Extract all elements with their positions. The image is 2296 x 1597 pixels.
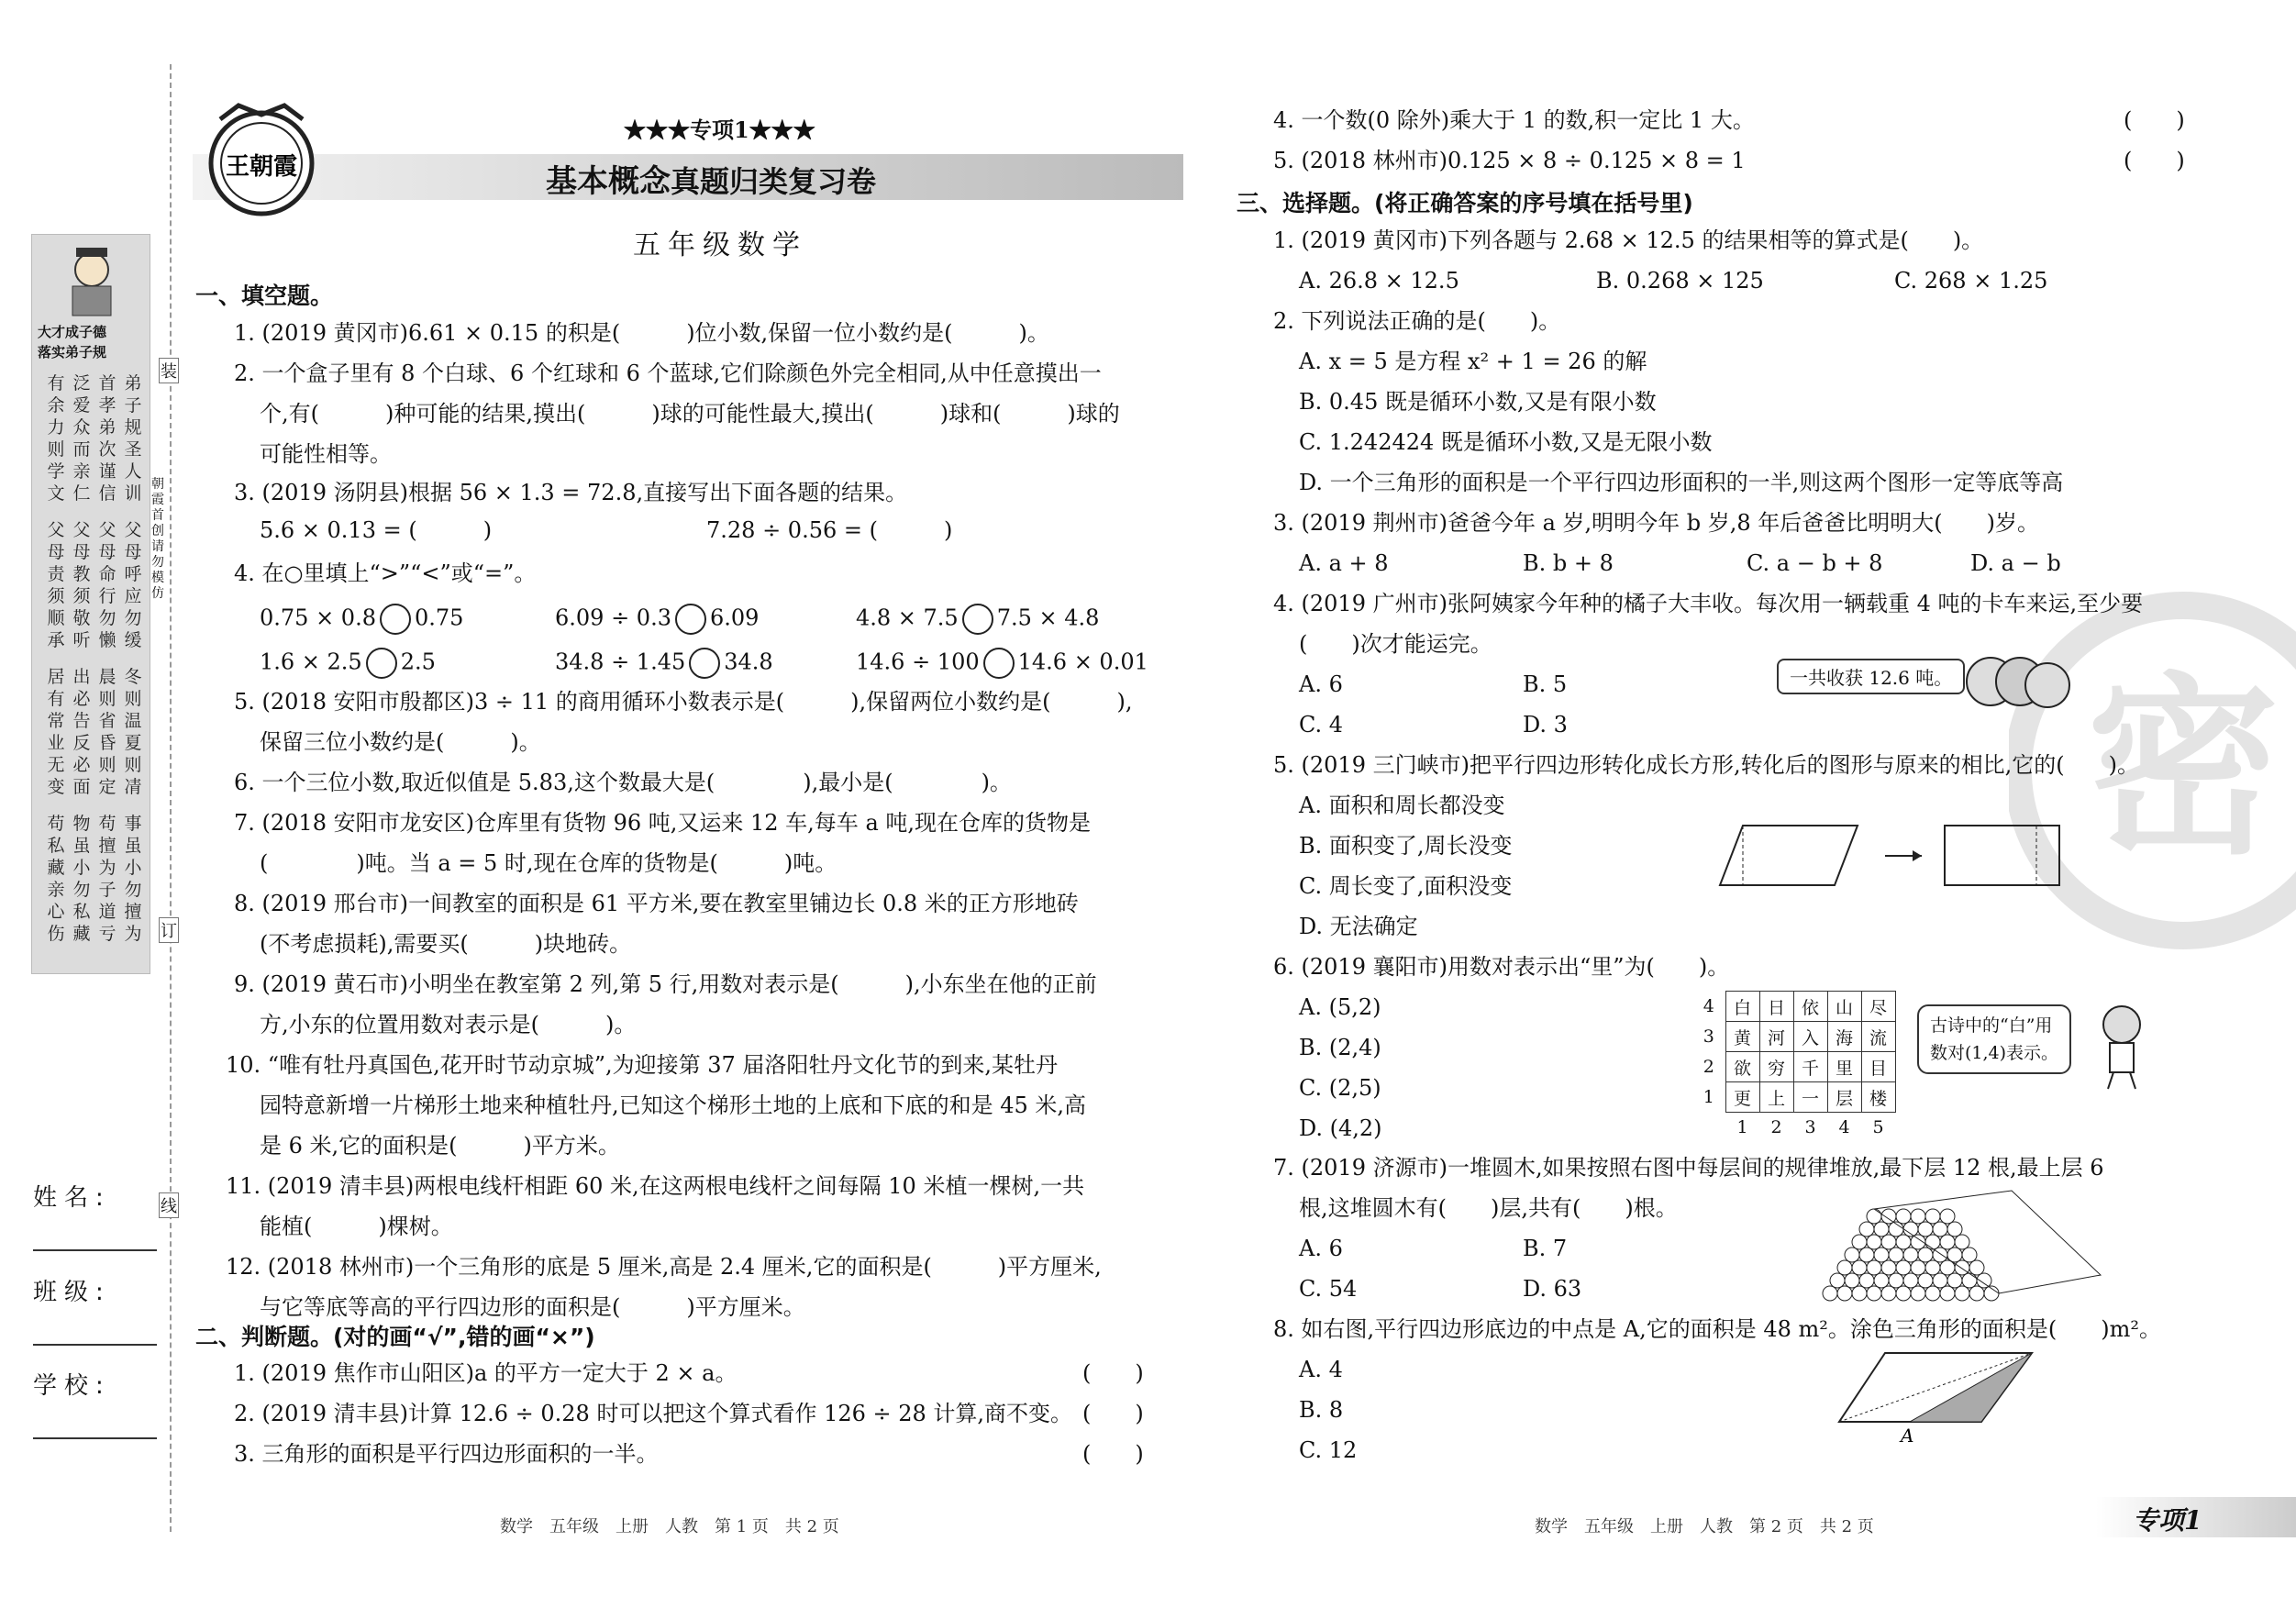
grid-row-number: 4	[1703, 996, 1714, 1016]
log-end	[1925, 1235, 1940, 1249]
midpoint-label: A	[1901, 1425, 1914, 1447]
judge-item: 1. (2019 焦作市山阳区)a 的平方一定大于 2 × a。	[234, 1360, 738, 1386]
binding-mark-xian: 线	[159, 1192, 179, 1218]
log-end	[1940, 1286, 1955, 1301]
choice-option: D. a − b	[1970, 550, 2061, 576]
shaded-parallelogram-figure	[1835, 1348, 2036, 1449]
grid-cell: 黄	[1725, 1022, 1759, 1052]
grid-col-number: 5	[1872, 1117, 1884, 1137]
choice-option: B. (2,4)	[1299, 1035, 1381, 1060]
choice-option: B. 0.268 × 125	[1596, 268, 1764, 294]
school-label: 学校:	[33, 1372, 111, 1400]
choice-option: A. 26.8 × 12.5	[1299, 268, 1459, 294]
orange-icon	[1963, 647, 2073, 711]
choice-option: C. 1.242424 既是循环小数,又是无限小数	[1299, 429, 1713, 455]
log-end	[1947, 1273, 1962, 1288]
parallelogram-to-rectangle-figure	[1715, 821, 2082, 894]
choice-question: 8. 如右图,平行四边形底边的中点是 A,它的面积是 48 m²。涂色三角形的面积是( )m²。	[1273, 1316, 2162, 1342]
log-end	[1955, 1286, 1969, 1301]
secret-stamp-icon	[2009, 587, 2296, 972]
choice-option: B. b + 8	[1523, 550, 1614, 576]
answer-circle[interactable]	[983, 648, 1015, 679]
grid-cell: 流	[1861, 1022, 1895, 1052]
verse-column: 有余力则学文	[47, 373, 65, 504]
judge-item: 4. 一个数(0 除外)乘大于 1 的数,积一定比 1 大。	[1273, 107, 1755, 133]
verse-column: 父母责须顺承	[47, 520, 65, 650]
answer-circle[interactable]	[962, 604, 993, 635]
compare-item	[555, 604, 759, 635]
log-end	[1933, 1273, 1947, 1288]
compare-left: 14.6 ÷ 100	[856, 649, 980, 675]
binding-mark-zhuang: 装	[159, 358, 179, 383]
motto-line1: 大才成子德	[38, 324, 107, 340]
grid-cell: 海	[1827, 1022, 1861, 1052]
judge-item: 5. (2018 林州市)0.125 × 8 ÷ 0.125 × 8 = 1	[1273, 148, 1746, 173]
log-end	[1925, 1286, 1940, 1301]
name-label: 姓名:	[33, 1184, 111, 1212]
brand-logo	[193, 101, 330, 220]
choice-option: A. x = 5 是方程 x² + 1 = 26 的解	[1299, 349, 1647, 374]
compare-right: 7.5 × 4.8	[996, 604, 1100, 631]
grid-col-number: 4	[1838, 1117, 1850, 1137]
choice-option: D. 一个三角形的面积是一个平行四边形面积的一半,则这两个图形一定等底等高	[1299, 470, 2064, 495]
choice-question: 2. 下列说法正确的是( )。	[1273, 308, 1561, 334]
grid-cell: 入	[1793, 1022, 1827, 1052]
question-line: 5. (2018 安阳市殷都区)3 ÷ 11 的商用循环小数表示是( ),保留两位小数约是( ),	[234, 689, 1133, 715]
verse-column: 出必告反必面	[72, 667, 91, 797]
log-end	[1852, 1260, 1867, 1275]
page-title	[546, 156, 876, 201]
log-end	[1918, 1248, 1933, 1262]
log-end	[1837, 1286, 1852, 1301]
choice-option: A. a + 8	[1299, 550, 1389, 576]
footer-left: 数学 五年级 上册 人教 第 1 页 共 2 页	[500, 1517, 839, 1536]
cartoon-character-icon	[2090, 1004, 2154, 1092]
question-line: 9. (2019 黄石市)小明坐在教室第 2 列,第 5 行,用数对表示是( ),小东坐在他的正前	[234, 971, 1097, 997]
choice-option: C. 268 × 1.25	[1894, 268, 2048, 294]
grid-row-number: 3	[1703, 1026, 1714, 1047]
grid-cell: 依	[1793, 992, 1827, 1022]
choice-option: B. 5	[1523, 671, 1568, 697]
verse-column: 事虽小勿擅为	[124, 814, 142, 944]
log-end	[1852, 1286, 1867, 1301]
log-end	[1874, 1222, 1889, 1237]
choice-question: ( )次才能运完。	[1299, 631, 1492, 657]
judge-answer-paren[interactable]: ( )	[1082, 1441, 1144, 1467]
log-end	[1969, 1260, 1984, 1275]
log-end	[1889, 1248, 1903, 1262]
name-line[interactable]	[33, 1249, 157, 1251]
choice-question: 7. (2019 济源市)一堆圆木,如果按照右图中每层间的规律堆放,最下层 12 根,最上层 6	[1273, 1155, 2104, 1181]
verse-column: 晨则省昏则定	[98, 667, 116, 797]
question-line: 是 6 米,它的面积是( )平方米。	[260, 1133, 620, 1159]
verse-column: 物虽小勿私藏	[72, 814, 91, 944]
choice-option: C. a − b + 8	[1747, 550, 1883, 576]
log-end	[1867, 1286, 1881, 1301]
special-badge: ★★★专项1★★★	[624, 116, 815, 143]
choice-option: A. 6	[1299, 671, 1343, 697]
poem-grid	[1692, 991, 1896, 1142]
question-line: 2. 一个盒子里有 8 个白球、6 个红球和 6 个蓝球,它们除颜色外完全相同,从中任意摸出一	[234, 360, 1102, 386]
log-end	[1925, 1209, 1940, 1224]
choice-question: 3. (2019 荆州市)爸爸今年 a 岁,明明今年 b 岁,8 年后爸爸比明明大( )岁。	[1273, 510, 2040, 536]
grid-cell: 楼	[1861, 1082, 1895, 1113]
log-end	[1845, 1273, 1859, 1288]
choice-option: A. (5,2)	[1299, 994, 1381, 1020]
log-end	[1955, 1235, 1969, 1249]
log-end	[1911, 1260, 1925, 1275]
log-end	[1925, 1260, 1940, 1275]
compare-left: 0.75 × 0.8	[260, 604, 376, 631]
grid-cell: 里	[1827, 1052, 1861, 1082]
grid-col-number: 1	[1736, 1117, 1748, 1137]
judge-answer-paren[interactable]: ( )	[1082, 1360, 1144, 1386]
log-end	[1889, 1273, 1903, 1288]
class-label: 班级:	[33, 1279, 111, 1306]
question-line: 12. (2018 林州市)一个三角形的底是 5 厘米,高是 2.4 厘米,它的面积是( )平方厘米,	[226, 1254, 1102, 1280]
compare-right: 0.75	[414, 604, 464, 631]
verse-column: 居有常业无变	[47, 667, 65, 797]
log-end	[1955, 1260, 1969, 1275]
log-end	[1859, 1248, 1874, 1262]
grid-cell: 白	[1725, 992, 1759, 1022]
log-end	[1903, 1273, 1918, 1288]
compare-left: 4.8 × 7.5	[856, 604, 959, 631]
log-end	[1962, 1273, 1977, 1288]
log-end	[1918, 1273, 1933, 1288]
log-end	[1867, 1260, 1881, 1275]
choice-question: 5. (2019 三门峡市)把平行四边形转化成长方形,转化后的图形与原来的相比,它的( )。	[1273, 752, 2139, 778]
grid-row-number: 2	[1703, 1057, 1714, 1077]
compare-item	[260, 648, 436, 679]
choice-question: 4. (2019 广州市)张阿姨家今年种的橘子大丰收。每次用一辆载重 4 吨的卡车来运,至少要	[1273, 591, 2144, 616]
log-end	[1881, 1260, 1896, 1275]
log-end	[1881, 1235, 1896, 1249]
log-end	[1823, 1286, 1837, 1301]
grid-cell: 层	[1827, 1082, 1861, 1113]
question-line: 10. “唯有牡丹真国色,花开时节动京城”,为迎接第 37 届洛阳牡丹文化节的到来,某牡丹	[226, 1052, 1059, 1078]
watermark-text: 密	[2086, 656, 2280, 881]
log-end	[1845, 1248, 1859, 1262]
question-line: 园特意新增一片梯形土地来种植牡丹,已知这个梯形土地的上底和下底的和是 45 米,高	[260, 1092, 1087, 1118]
choice-question: 根,这堆圆木有( )层,共有( )根。	[1299, 1195, 1678, 1221]
choice-option: C. 54	[1299, 1276, 1358, 1302]
verse-column: 父母命行勿懒	[98, 520, 116, 650]
question-line: 6. 一个三位小数,取近似值是 5.83,这个数最大是( ),最小是( )。	[234, 770, 1012, 795]
answer-circle[interactable]	[675, 604, 706, 635]
verse-column: 泛爱众而亲仁	[72, 373, 91, 504]
log-end	[1830, 1273, 1845, 1288]
question-line: 可能性相等。	[260, 441, 392, 467]
log-end	[1867, 1235, 1881, 1249]
class-line[interactable]	[33, 1344, 157, 1346]
verse-column: 首孝弟次谨信	[98, 373, 116, 504]
choice-option: A. 面积和周长都没变	[1299, 793, 1505, 818]
choice-option: C. 12	[1299, 1437, 1358, 1463]
log-end	[1874, 1273, 1889, 1288]
choice-option: B. 0.45 既是循环小数,又是有限小数	[1299, 389, 1657, 415]
log-end	[1947, 1222, 1962, 1237]
section1-heading: 一、填空题。	[195, 283, 334, 309]
grid-cell: 更	[1725, 1082, 1759, 1113]
choice-option: B. 7	[1523, 1236, 1568, 1261]
answer-circle[interactable]	[380, 604, 411, 635]
log-end	[1911, 1286, 1925, 1301]
q3-item-1: 5.6 × 0.13 = ( )	[260, 517, 493, 543]
question-line: ( )吨。当 a = 5 时,现在仓库的货物是( )吨。	[260, 850, 837, 876]
log-end	[1881, 1286, 1896, 1301]
choice-option: A. 4	[1299, 1357, 1343, 1382]
grid-cell: 穷	[1759, 1052, 1793, 1082]
corner-label: 专项1	[2133, 1505, 2202, 1536]
verse-column: 冬则温夏则凊	[124, 667, 142, 797]
verse-column: 苟私藏亲心伤	[47, 814, 65, 944]
question-line: 11. (2019 清丰县)两根电线杆相距 60 米,在这两根电线杆之间每隔 10 米植一棵树,一共	[226, 1173, 1085, 1199]
verse-column: 弟子规圣人训	[124, 373, 142, 504]
page-subtitle: 五年级数学	[633, 229, 807, 261]
answer-circle[interactable]	[689, 648, 720, 679]
binding-mark-ding: 订	[159, 917, 179, 943]
compare-item	[856, 604, 1099, 635]
judge-item: 3. 三角形的面积是平行四边形面积的一半。	[234, 1441, 659, 1467]
choice-option: D. 无法确定	[1299, 914, 1418, 939]
log-end	[1896, 1260, 1911, 1275]
question-line: 3. (2019 汤阴县)根据 56 × 1.3 = 72.8,直接写出下面各题的结果。	[234, 480, 908, 505]
grid-col-number: 2	[1770, 1117, 1782, 1137]
question-line: 保留三位小数约是( )。	[260, 729, 541, 755]
compare-right: 2.5	[400, 649, 436, 675]
compare-item	[856, 648, 1148, 679]
log-end	[1837, 1260, 1852, 1275]
choice-option: A. 6	[1299, 1236, 1343, 1261]
choice-question: 6. (2019 襄阳市)用数对表示出“里”为( )。	[1273, 954, 1730, 980]
section3-heading: 三、选择题。(将正确答案的序号填在括号里)	[1237, 190, 1693, 216]
log-end	[1896, 1209, 1911, 1224]
binding-line	[170, 64, 172, 1532]
compare-item	[260, 604, 463, 635]
section2-heading: 二、判断题。(对的画“√”,错的画“×”)	[195, 1324, 595, 1350]
compare-right: 6.09	[709, 604, 760, 631]
grid-cell: 河	[1759, 1022, 1793, 1052]
scholar-icon	[60, 244, 124, 317]
verse-column: 苟擅为子道亏	[98, 814, 116, 944]
binding-copyright: 朝霞首创 请勿模仿	[151, 477, 164, 601]
choice-option: D. (4,2)	[1299, 1115, 1382, 1141]
log-end	[1896, 1235, 1911, 1249]
grid-cell: 山	[1827, 992, 1861, 1022]
school-line[interactable]	[33, 1437, 157, 1439]
choice-option: B. 面积变了,周长没变	[1299, 833, 1513, 859]
compare-right: 34.8	[724, 649, 773, 675]
log-end	[1977, 1273, 1991, 1288]
choice-option: C. 周长变了,面积没变	[1299, 873, 1513, 899]
log-end	[1859, 1273, 1874, 1288]
judge-answer-paren[interactable]: ( )	[2124, 148, 2185, 173]
q3-item-2: 7.28 ÷ 0.56 = ( )	[706, 517, 953, 543]
footer-right: 数学 五年级 上册 人教 第 2 页 共 2 页	[1535, 1517, 1874, 1536]
harvest-bubble: 一共收获 12.6 吨。	[1777, 659, 1965, 694]
grid-cell: 千	[1793, 1052, 1827, 1082]
question-line: 1. (2019 黄冈市)6.61 × 0.15 的积是( )位小数,保留一位小数约是( )。	[234, 320, 1049, 346]
question-line: 个,有( )种可能的结果,摸出( )球的可能性最大,摸出( )球和( )球的	[260, 401, 1120, 427]
choice-option: B. 8	[1299, 1397, 1344, 1423]
poem-bubble	[1917, 1004, 2071, 1074]
question-line: 7. (2018 安阳市龙安区)仓库里有货物 96 吨,又运来 12 车,每车 a 吨,现在仓库的货物是	[234, 810, 1092, 836]
choice-option: D. 3	[1523, 712, 1568, 738]
grid-cell: 上	[1759, 1082, 1793, 1113]
compare-left: 6.09 ÷ 0.3	[555, 604, 671, 631]
choice-option: D. 63	[1523, 1276, 1582, 1302]
question-line: 方,小东的位置用数对表示是( )。	[260, 1012, 637, 1037]
log-end	[1933, 1222, 1947, 1237]
question-line: (不考虑损耗),需要买( )块地砖。	[260, 931, 632, 957]
question-line: 与它等底等高的平行四边形的面积是( )平方厘米。	[260, 1294, 805, 1320]
verse-column: 父母教须敬听	[72, 520, 91, 650]
log-end	[1969, 1286, 1984, 1301]
compare-right: 14.6 × 0.01	[1017, 649, 1148, 675]
poem-bubble-line1: 古诗中的“白”用	[1930, 1015, 2053, 1036]
judge-answer-paren[interactable]: ( )	[2124, 107, 2185, 133]
log-end	[1867, 1209, 1881, 1224]
judge-item: 2. (2019 清丰县)计算 12.6 ÷ 0.28 时可以把这个算式看作 126 ÷ 28 计算,商不变。	[234, 1401, 1073, 1426]
verse-block	[32, 372, 150, 969]
choice-option: C. 4	[1299, 712, 1344, 738]
log-end	[1962, 1248, 1977, 1262]
log-end	[1940, 1209, 1955, 1224]
grid-cell: 欲	[1725, 1052, 1759, 1082]
compare-item	[555, 648, 773, 679]
motto-line2: 落实弟子规	[38, 344, 107, 360]
log-pile-figure	[1821, 1183, 2114, 1303]
question-line: 能植( )棵树。	[260, 1214, 453, 1239]
grid-cell: 尽	[1861, 992, 1895, 1022]
title-rest: 真题归类复习卷	[671, 164, 877, 199]
grid-cell: 日	[1759, 992, 1793, 1022]
log-end	[1911, 1209, 1925, 1224]
grid-cell: 一	[1793, 1082, 1827, 1113]
verse-column: 父母呼应勿缓	[124, 520, 142, 650]
choice-option: C. (2,5)	[1299, 1075, 1381, 1101]
log-end	[1874, 1248, 1889, 1262]
compare-left: 34.8 ÷ 1.45	[555, 649, 686, 675]
log-end	[1940, 1235, 1955, 1249]
log-end	[1918, 1222, 1933, 1237]
title-bold: 基本概念	[546, 163, 671, 200]
grid-col-number: 3	[1804, 1117, 1816, 1137]
choice-question: 1. (2019 黄冈市)下列各题与 2.68 × 12.5 的结果相等的算式是( )。	[1273, 227, 1984, 253]
poem-bubble-line2: 数对(1,4)表示。	[1930, 1043, 2059, 1063]
log-end	[1903, 1248, 1918, 1262]
sidebar-panel	[31, 234, 150, 974]
log-end	[1896, 1286, 1911, 1301]
grid-row-number: 1	[1703, 1087, 1714, 1107]
question-line: 8. (2019 邢台市)一间教室的面积是 61 平方米,要在教室里铺边长 0.8 米的正方形地砖	[234, 891, 1079, 916]
log-end	[1859, 1222, 1874, 1237]
grid-cell: 目	[1861, 1052, 1895, 1082]
log-end	[1852, 1235, 1867, 1249]
q4-prompt: 4. 在○里填上“>”“<”或“=”。	[234, 560, 537, 586]
compare-left: 1.6 × 2.5	[260, 649, 362, 675]
log-end	[1881, 1209, 1896, 1224]
judge-answer-paren[interactable]: ( )	[1082, 1401, 1144, 1426]
logo-text: 王朝霞	[225, 153, 298, 181]
answer-circle[interactable]	[366, 648, 397, 679]
